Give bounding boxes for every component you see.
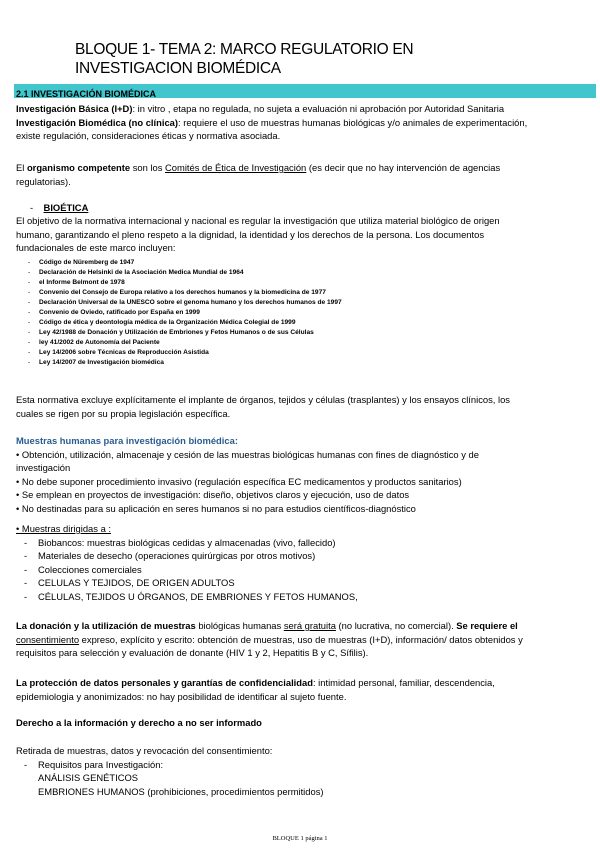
basica-label: Investigación Básica (I+D) [16,103,133,114]
list-item: • No destinadas para su aplicación en seres humanos si no para estudios científicos-diagnóstico [16,502,416,514]
list-item: - Convenio del Consejo de Europa relativo a los derechos humanos y la biomedicina de 1977 [28,289,326,296]
list-item: - Ley 14/2007 de Investigación biomédica [28,359,164,366]
list-item: - ley 41/2002 de Autonomía del Paciente [28,339,160,346]
page-footer: BLOQUE 1 página 1 [272,835,328,842]
list-item: ANÁLISIS GENÉTICOS [38,772,139,783]
page-title: BLOQUE 1- TEMA 2: MARCO REGULATORIO EN INVESTIGACION BIOMÉDICA [75,41,414,77]
list-item: - Biobancos: muestras biológicas cedidas y almacenadas (vivo, fallecido) [24,536,336,548]
list-item: - CELULAS Y TEJIDOS, DE ORIGEN ADULTOS [24,577,235,588]
muestras-heading: Muestras humanas para investigación biomédica: [16,435,238,446]
list-item: investigación [16,462,71,473]
intro-block: Investigación Básica (I+D): in vitro , etapa no regulada, no sujeta a evaluación ni aprobación por Autoridad Sanitaria Investigación Biomédica (no clínica): requiere el uso de muestras humanas biológicas y/o animales de experimentación, existe regulación, consideraciones éticas y normativa asociada. [16,103,528,141]
list-item: - Convenio de Oviedo, ratificado por España en 1999 [28,309,200,316]
list-item: - Colecciones comerciales [24,563,142,575]
list-item: - Materiales de desecho (operaciones quirúrgicas por otros motivos) [24,550,316,561]
section-heading-bar [14,84,596,98]
list-item: - CÉLULAS, TEJIDOS U ÓRGANOS, DE EMBRIONES Y FETOS HUMANOS, [24,590,358,602]
list-item: EMBRIONES HUMANOS (prohibiciones, procedimientos permitidos) [38,785,324,797]
bioetica-paragraph: El objetivo de la normativa internacional y nacional es regular la investigación que utiliza material biológico de origen humano, garantizando el pleno respeto a la dignidad, la identidad y los derechos de la persona. Los documentos fundacionales de este marco incluyen: [16,215,500,253]
list-item: - Declaración Universal de la UNESCO sobre el genoma humano y los derechos humanos de 1997 [28,299,342,306]
bioetica-heading: - BIOÉTICA [30,202,89,213]
list-item: - Ley 42/1988 de Donación y Utilización de Embriones y Fetos Humanos o de sus Células [28,329,314,336]
dirigidas-section [16,522,596,603]
documents-list [28,258,342,368]
muestras-section [16,434,596,515]
list-item: - Código de ética y deontología médica de la Organización Médica Colegial de 1999 [28,319,296,326]
list-item: - Declaración de Helsinki de la Asociación Medica Mundial de 1964 [28,269,244,276]
list-item: - el Informe Belmont de 1978 [28,279,125,286]
organismo-paragraph: El organismo competente son los Comités de Ética de Investigación (es decir que no hay intervención de agencias regulatorias). [16,162,501,187]
section-heading: 2.1 INVESTIGACIÓN BIOMÉDICA [16,89,157,99]
derecho-heading: Derecho a la información y derecho a no ser informado [16,717,262,728]
retirada-section: Retirada de muestras, datos y revocación del consentimiento: - Requisitos para Investigación: ANÁLISIS GENÉTICOS EMBRIONES HUMANOS (prohibiciones, procedimientos permitidos) [16,744,596,798]
list-item: - Ley 14/2006 sobre Técnicas de Reproducción Asistida [28,349,209,356]
list-item: - Código de Nüremberg de 1947 [28,259,135,266]
excluye-paragraph: Esta normativa excluye explícitamente el implante de órganos, tejidos y células (trasplantes) y los ensayos clínicos, los cuales se rigen por su propia legislación específica. [16,394,510,419]
biomedica-label: Investigación Biomédica (no clínica) [16,116,179,128]
donacion-paragraph: La donación y la utilización de muestras biológicas humanas será gratuita (no lucrativa, no comercial). Se requiere el consentimiento expreso, explícito y escrito: obtención de muestras, uso de muestras (I+D), información/ datos obtenidos y requisitos para selección y evaluación de donante (HIV 1 y 2, Hepatitis B y C, Sífilis). [16,620,523,658]
list-item: • Obtención, utilización, almacenaje y cesión de las muestras biológicas humanas con fines de diagnóstico y de [16,448,479,460]
dirigidas-label: • Muestras dirigidas a : [16,523,111,534]
comites-link: Comités de Ética de Investigación [165,162,307,173]
list-item: • No debe suponer procedimiento invasivo (regulación específica EC medicamentos y productos sanitarios) [16,475,462,487]
list-item: - Requisitos para Investigación: [24,758,164,770]
list-item: • Se emplean en proyectos de investigación: diseño, objetivos claros y ejecución, uso de datos [16,489,410,500]
proteccion-paragraph: La protección de datos personales y garantías de confidencialidad: intimidad personal, familiar, descendencia, epidemiologia y anonimizados: no hay posibilidad de identificar al sujeto fuente. [16,677,495,702]
